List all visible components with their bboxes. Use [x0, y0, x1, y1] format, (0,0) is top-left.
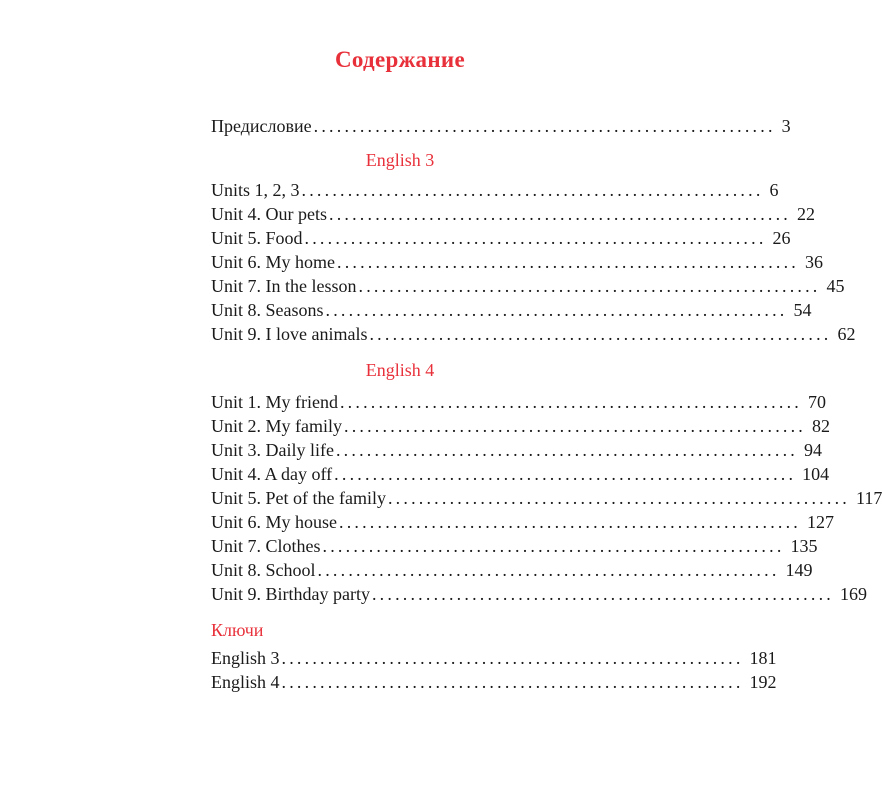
toc-entry	[211, 178, 779, 202]
leader-dots: ............................................................	[334, 464, 797, 484]
toc-entry-page: 181	[749, 648, 777, 668]
toc-entry-page: 94	[803, 440, 822, 460]
toc-entry	[211, 534, 818, 558]
leader-dots: ............................................................	[329, 204, 791, 224]
section-heading-english-4: English 4	[365, 360, 435, 380]
toc-entry-label: Unit 8. School	[211, 560, 316, 580]
toc-entry	[211, 274, 845, 298]
toc-entry-label: English 3	[211, 648, 280, 668]
toc-entry	[211, 646, 777, 670]
toc-entry-label: Unit 9. I love animals	[211, 324, 368, 344]
toc-entry-page: 70	[807, 392, 826, 412]
toc-entry	[211, 510, 834, 534]
leader-dots: ............................................................	[344, 416, 806, 436]
toc-entry	[211, 250, 823, 274]
toc-entry	[211, 670, 777, 694]
section-heading-english-3: English 3	[365, 150, 435, 170]
toc-entry-label: Units 1, 2, 3	[211, 180, 300, 200]
toc-section-english-4	[211, 390, 882, 606]
leader-dots: ............................................................	[317, 560, 780, 580]
toc-entry-page: 54	[793, 300, 812, 320]
leader-dots: ............................................................	[371, 584, 834, 604]
toc-entry-label: Unit 7. In the lesson	[211, 276, 357, 296]
toc-entry-page: 149	[785, 560, 813, 580]
toc-entry-page: 26	[772, 228, 791, 248]
leader-dots: ............................................................	[325, 300, 788, 320]
leader-dots: ............................................................	[281, 672, 744, 692]
toc-entry-page: 104	[802, 464, 830, 484]
toc-entry-label: Unit 2. My family	[211, 416, 342, 436]
toc-entry	[211, 438, 822, 462]
toc-entry-page: 22	[797, 204, 815, 224]
toc-preface	[211, 114, 791, 138]
leader-dots: ............................................................	[358, 276, 821, 296]
toc-entry-label: Unit 4. A day off	[211, 464, 333, 484]
leader-dots: ............................................................	[339, 392, 802, 412]
leader-dots: ............................................................	[337, 252, 799, 272]
toc-entry-page: 192	[749, 672, 777, 692]
leader-dots: ............................................................	[335, 440, 798, 460]
leader-dots: ............................................................	[369, 324, 832, 344]
toc-entry-page: 62	[837, 324, 856, 344]
toc-entry-label: Unit 4. Our pets	[211, 204, 327, 224]
leader-dots: ............................................................	[339, 512, 801, 532]
toc-entry-label: Unit 6. My house	[211, 512, 337, 532]
toc-entry	[211, 390, 826, 414]
toc-entry	[211, 298, 812, 322]
toc-entry-label: Unit 8. Seasons	[211, 300, 324, 320]
leader-dots: ............................................................	[301, 180, 764, 200]
toc-entry-page: 169	[839, 584, 867, 604]
section-heading-keys: Ключи	[211, 620, 264, 640]
toc-entry	[211, 462, 830, 486]
toc-entry	[211, 486, 882, 510]
toc-entry	[211, 558, 813, 582]
toc-entry-label: Unit 1. My friend	[211, 392, 338, 412]
toc-entry-page: 127	[807, 512, 834, 532]
leader-dots: ............................................................	[281, 648, 744, 668]
toc-entry-page: 36	[805, 252, 823, 272]
page-title: Содержание	[335, 47, 465, 72]
toc-entry-label: English 4	[211, 672, 280, 692]
toc-entry	[211, 202, 815, 226]
toc-entry-page: 3	[781, 116, 791, 136]
toc-entry-page: 45	[826, 276, 845, 296]
toc-entry	[211, 226, 791, 250]
toc-entry-label: Unit 6. My home	[211, 252, 335, 272]
toc-entry-label: Unit 7. Clothes	[211, 536, 321, 556]
toc-entry-page: 82	[812, 416, 830, 436]
leader-dots: ............................................................	[313, 116, 776, 136]
toc-section-keys	[211, 646, 777, 694]
toc-entry-page: 135	[790, 536, 818, 556]
toc-entry	[211, 114, 791, 138]
toc-entry-label: Unit 9. Birthday party	[211, 584, 370, 604]
toc-section-english-3	[211, 178, 856, 346]
toc-entry-label: Unit 5. Food	[211, 228, 303, 248]
leader-dots: ............................................................	[387, 488, 850, 508]
toc-entry-page: 6	[769, 180, 779, 200]
toc-entry	[211, 322, 856, 346]
toc-entry	[211, 582, 867, 606]
toc-entry-label: Предисловие	[211, 116, 312, 136]
toc-entry-page: 117	[855, 488, 882, 508]
leader-dots: ............................................................	[322, 536, 785, 556]
toc-entry	[211, 414, 830, 438]
toc-entry-label: Unit 3. Daily life	[211, 440, 334, 460]
toc-entry-label: Unit 5. Pet of the family	[211, 488, 386, 508]
leader-dots: ............................................................	[304, 228, 767, 248]
